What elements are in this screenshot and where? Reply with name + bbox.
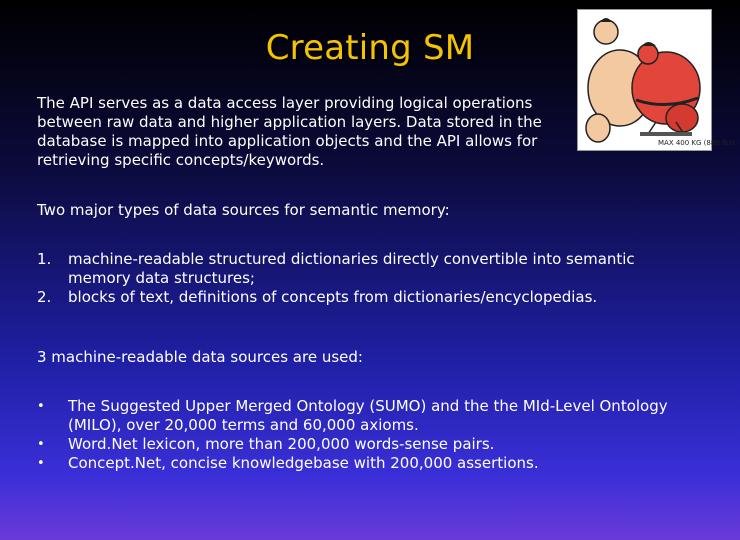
list-item-text: machine-readable structured dictionaries directly convertible into semantic memory data structures; [68,250,635,287]
bullet-text: Concept.Net, concise knowledgebase with 200,000 assertions. [68,454,539,472]
bullet-list-item [37,454,668,473]
cartoon-caption: MAX 400 KG (880 lbs) [658,139,735,147]
sumo-wrestlers-cartoon-image [577,9,735,151]
slide-title: Creating SM [265,28,475,68]
bullet-icon: • [37,456,45,471]
numbered-list-item [37,288,668,307]
data-source-types-heading: Two major types of data sources for semantic memory: [37,201,450,219]
api-description-paragraph: The API serves as a data access layer providing logical operations between raw data and higher application layers. Data stored in the database is mapped into application objects and the API allows for retrieving specific concepts/keywords. [37,94,542,169]
list-number: 1. [37,250,52,268]
bullet-list-item [37,435,668,454]
bullet-list-item [37,397,668,435]
bullet-icon: • [37,399,45,414]
list-number: 2. [37,288,52,306]
bullet-icon: • [37,437,45,452]
list-item-text: blocks of text, definitions of concepts from dictionaries/encyclopedias. [68,288,598,306]
bullet-list [37,397,668,473]
data-sources-used-heading: 3 machine-readable data sources are used: [37,348,363,366]
bullet-text: The Suggested Upper Merged Ontology (SUMO) and the the MId-Level Ontology (MILO), over 20,000 terms and 60,000 axioms. [68,397,668,434]
numbered-list-item [37,250,668,288]
bullet-text: Word.Net lexicon, more than 200,000 words-sense pairs. [68,435,495,453]
numbered-list [37,250,668,307]
